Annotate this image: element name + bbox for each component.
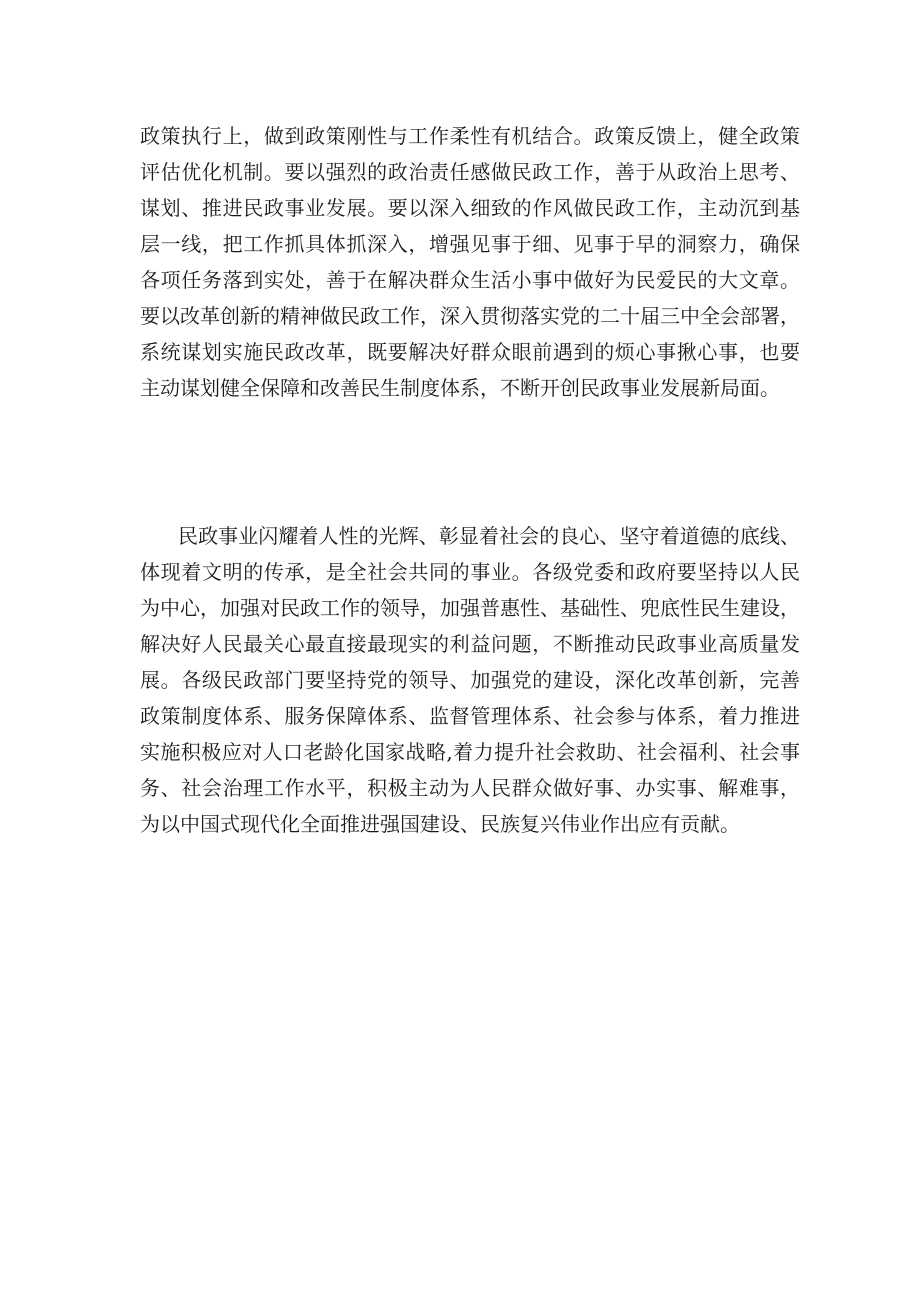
paragraph-line: 层一线，把工作抓具体抓深入，增强见事于细、见事于早的洞察力，确保 (140, 232, 800, 256)
paragraph-line: 务、社会治理工作水平，积极主动为人民群众做好事、办实事、解难事， (140, 776, 800, 800)
paragraph-line: 评估优化机制。要以强烈的政治责任感做民政工作，善于从政治上思考、 (140, 160, 800, 184)
paragraph-line: 解决好人民最关心最直接最现实的利益问题，不断推动民政事业高质量发 (140, 632, 800, 656)
paragraph-line: 体现着文明的传承，是全社会共同的事业。各级党委和政府要坚持以人民 (140, 560, 800, 584)
paragraph-line: 展。各级民政部门要坚持党的领导、加强党的建设，深化改革创新，完善 (140, 668, 800, 692)
paragraph-line: 要以改革创新的精神做民政工作，深入贯彻落实党的二十届三中全会部署， (140, 304, 800, 328)
paragraph-2 (140, 518, 800, 842)
paragraph-line: 政策制度体系、服务保障体系、监督管理体系、社会参与体系，着力推进 (140, 704, 800, 728)
paragraph-line: 政策执行上，做到政策刚性与工作柔性有机结合。政策反馈上，健全政策 (140, 124, 800, 148)
paragraph-line: 为中心，加强对民政工作的领导，加强普惠性、基础性、兜底性民生建设， (140, 596, 800, 620)
paragraph-line: 各项任务落到实处，善于在解决群众生活小事中做好为民爱民的大文章。 (140, 268, 800, 292)
paragraph-line: 为以中国式现代化全面推进强国建设、民族复兴伟业作出应有贡献。 (140, 812, 740, 836)
paragraph-1 (140, 118, 800, 406)
paragraph-line: 系统谋划实施民政改革，既要解决好群众眼前遇到的烦心事揪心事，也要 (140, 340, 800, 364)
paragraph-line: 主动谋划健全保障和改善民生制度体系，不断开创民政事业发展新局面。 (140, 376, 780, 400)
paragraph-line: 实施积极应对人口老龄化国家战略,着力提升社会救助、社会福利、社会事 (140, 740, 800, 764)
paragraph-line: 民政事业闪耀着人性的光辉、彰显着社会的良心、坚守着道德的底线、 (178, 524, 800, 548)
paragraph-line: 谋划、推进民政事业发展。要以深入细致的作风做民政工作，主动沉到基 (140, 196, 800, 220)
